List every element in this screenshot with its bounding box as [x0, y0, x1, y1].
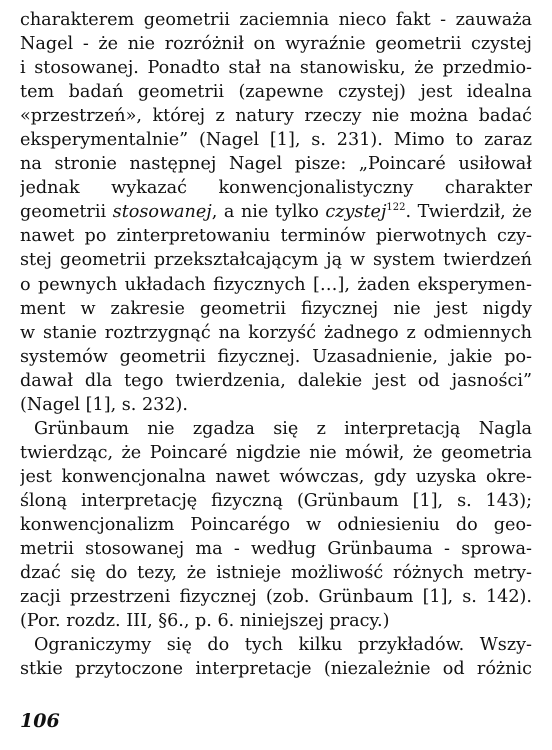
text-line: w stanie roztrzygnąć na korzyść żadnego z odmiennych: [20, 322, 532, 343]
page-body-text: [20, 8, 532, 681]
text-line: jednak wykazać konwencjonalistyczny charakter: [20, 178, 532, 199]
text-fragment: geometrii: [20, 202, 113, 223]
text-line: nawet po zinterpretowaniu terminów pierwotnych czy-: [20, 226, 532, 247]
text-line: stej geometrii przekształcającym ją w system twierdzeń: [20, 250, 532, 271]
text-fragment: . Twierdził, że: [405, 202, 532, 223]
text-line: twierdząc, że Poincaré nigdzie nie mówił, że geometria: [20, 442, 532, 463]
footnote-marker: 122: [386, 202, 406, 214]
italic-term-czystej: czystej: [325, 202, 387, 223]
paragraph-first-line: Ograniczymy się do tych kilku przykładów. Wszy-: [34, 635, 532, 656]
text-line: konwencjonalizm Poincarégo w odniesieniu do geo-: [20, 514, 532, 535]
page-number: 106: [20, 710, 60, 732]
text-line: jest konwencjonalna nawet wówczas, gdy uzyska okre-: [20, 466, 532, 487]
text-line: charakterem geometrii zaciemnia nieco fakt - zauważa: [20, 10, 532, 30]
text-fragment: , a nie tylko: [211, 202, 326, 223]
text-line-with-italics: [20, 200, 532, 224]
text-line: na stronie następnej Nagel pisze: „Poincaré usiłował: [20, 154, 532, 175]
text-line: o pewnych układach fizycznych […], żaden eksperymen-: [20, 274, 532, 295]
text-line: śloną interpretację fizyczną (Grünbaum [1], s. 143);: [20, 490, 532, 511]
text-line: ment w zakresie geometrii fizycznej nie jest nigdy: [20, 298, 532, 319]
paragraph-end-line: (Por. rozdz. III, §6., p. 6. niniejszej pracy.): [20, 611, 390, 632]
text-line: «przestrzeń», której z natury rzeczy nie można badać: [20, 106, 532, 127]
text-line: tem badań geometrii (zapewne czystej) jest idealna: [20, 82, 532, 103]
text-line: Nagel - że nie rozróżnił on wyraźnie geometrii czystej: [20, 34, 532, 55]
text-line: zacji przestrzeni fizycznej (zob. Grünbaum [1], s. 142).: [20, 587, 532, 608]
paragraph-first-line: Grünbaum nie zgadza się z interpretacją Nagla: [34, 418, 532, 439]
paragraph-end-line: (Nagel [1], s. 232).: [20, 394, 188, 415]
text-line: i stosowanej. Ponadto stał na stanowisku, że przedmio-: [20, 58, 532, 79]
text-line: dzać się do tezy, że istnieje możliwość różnych metry-: [20, 563, 532, 584]
text-line: dawał dla tego twierdzenia, dalekie jest od jasności”: [20, 370, 532, 391]
text-line: systemów geometrii fizycznej. Uzasadnienie, jakie po-: [20, 346, 532, 367]
text-line: metrii stosowanej ma - według Grünbauma - sprowa-: [20, 539, 532, 560]
text-line: eksperymentalnie” (Nagel [1], s. 231). Mimo to zaraz: [20, 130, 532, 151]
italic-term-stosowanej: stosowanej: [112, 202, 212, 223]
text-line: stkie przytoczone interpretacje (niezależnie od różnic: [20, 659, 532, 680]
